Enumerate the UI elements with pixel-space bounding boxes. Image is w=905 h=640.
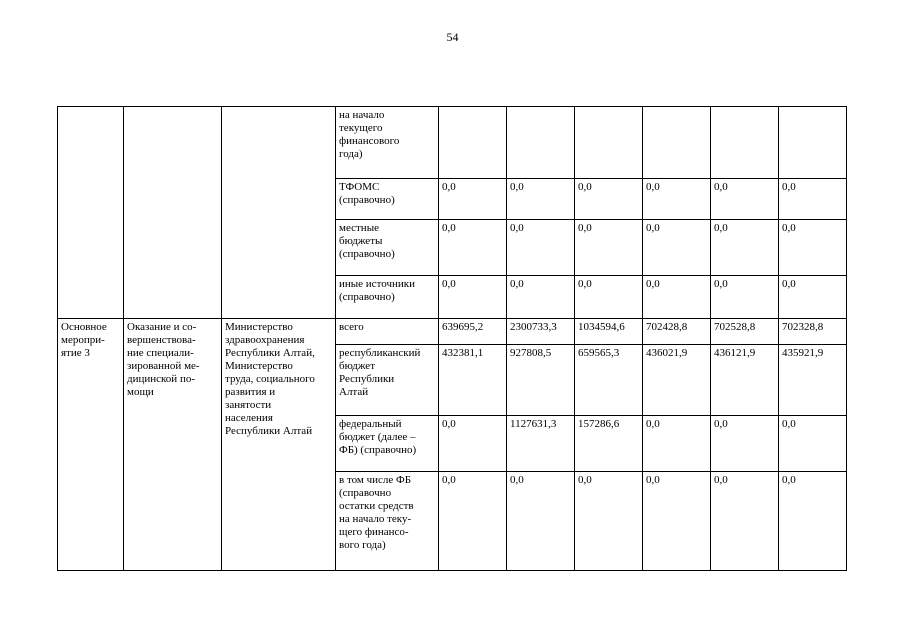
value-cell: 0,0	[643, 179, 711, 220]
funding-source-cell: иные источники (справочно)	[336, 276, 439, 319]
value-cell: 0,0	[779, 276, 847, 319]
value-cell: 0,0	[711, 220, 779, 276]
budget-table	[57, 106, 847, 571]
funding-source-cell: республиканский бюджет Республики Алтай	[336, 345, 439, 416]
value-cell: 702328,8	[779, 319, 847, 345]
value-cell: 0,0	[779, 416, 847, 472]
value-cell: 0,0	[779, 179, 847, 220]
value-cell: 0,0	[779, 220, 847, 276]
value-cell: 0,0	[643, 220, 711, 276]
value-cell	[439, 107, 507, 179]
value-cell: 0,0	[439, 472, 507, 571]
value-cell: 432381,1	[439, 345, 507, 416]
value-cell	[575, 107, 643, 179]
value-cell: 0,0	[507, 179, 575, 220]
table-row	[58, 107, 847, 179]
table-row	[58, 319, 847, 345]
value-cell: 0,0	[575, 472, 643, 571]
page-number: 54	[446, 30, 459, 44]
value-cell: 0,0	[711, 472, 779, 571]
empty-cell	[124, 107, 222, 319]
value-cell: 0,0	[643, 416, 711, 472]
funding-source-cell: ТФОМС (справочно)	[336, 179, 439, 220]
value-cell: 0,0	[439, 179, 507, 220]
event-name-cell: Основное меропри- ятие 3	[58, 319, 124, 571]
value-cell: 659565,3	[575, 345, 643, 416]
funding-source-cell: всего	[336, 319, 439, 345]
value-cell: 0,0	[575, 276, 643, 319]
value-cell: 1127631,3	[507, 416, 575, 472]
empty-cell	[58, 107, 124, 319]
value-cell: 157286,6	[575, 416, 643, 472]
value-cell: 0,0	[643, 472, 711, 571]
funding-source-cell: федеральный бюджет (далее – ФБ) (справочно)	[336, 416, 439, 472]
value-cell: 0,0	[711, 276, 779, 319]
value-cell: 0,0	[575, 220, 643, 276]
funding-source-cell: в том числе ФБ (справочно остатки средств на начало теку- щего финансо- вого года)	[336, 472, 439, 571]
value-cell	[711, 107, 779, 179]
value-cell: 0,0	[711, 416, 779, 472]
funding-source-cell: на начало текущего финансового года)	[336, 107, 439, 179]
value-cell: 702528,8	[711, 319, 779, 345]
value-cell: 0,0	[507, 276, 575, 319]
value-cell	[779, 107, 847, 179]
value-cell: 0,0	[439, 220, 507, 276]
value-cell: 0,0	[439, 276, 507, 319]
value-cell: 702428,8	[643, 319, 711, 345]
value-cell: 0,0	[643, 276, 711, 319]
value-cell: 435921,9	[779, 345, 847, 416]
event-executors-cell: Министерство здравоохранения Республики Алтай, Министерство труда, социального развития и занятости населения Республики Алтай	[222, 319, 336, 571]
value-cell: 2300733,3	[507, 319, 575, 345]
value-cell: 1034594,6	[575, 319, 643, 345]
value-cell: 927808,5	[507, 345, 575, 416]
value-cell: 436021,9	[643, 345, 711, 416]
value-cell: 436121,9	[711, 345, 779, 416]
value-cell: 0,0	[507, 472, 575, 571]
value-cell	[643, 107, 711, 179]
value-cell	[507, 107, 575, 179]
value-cell: 0,0	[575, 179, 643, 220]
value-cell: 639695,2	[439, 319, 507, 345]
value-cell: 0,0	[711, 179, 779, 220]
value-cell: 0,0	[779, 472, 847, 571]
funding-source-cell: местные бюджеты (справочно)	[336, 220, 439, 276]
value-cell: 0,0	[507, 220, 575, 276]
value-cell: 0,0	[439, 416, 507, 472]
empty-cell	[222, 107, 336, 319]
event-description-cell: Оказание и со- вершенствова- ние специали- зированной ме- дицинской по- мощи	[124, 319, 222, 571]
